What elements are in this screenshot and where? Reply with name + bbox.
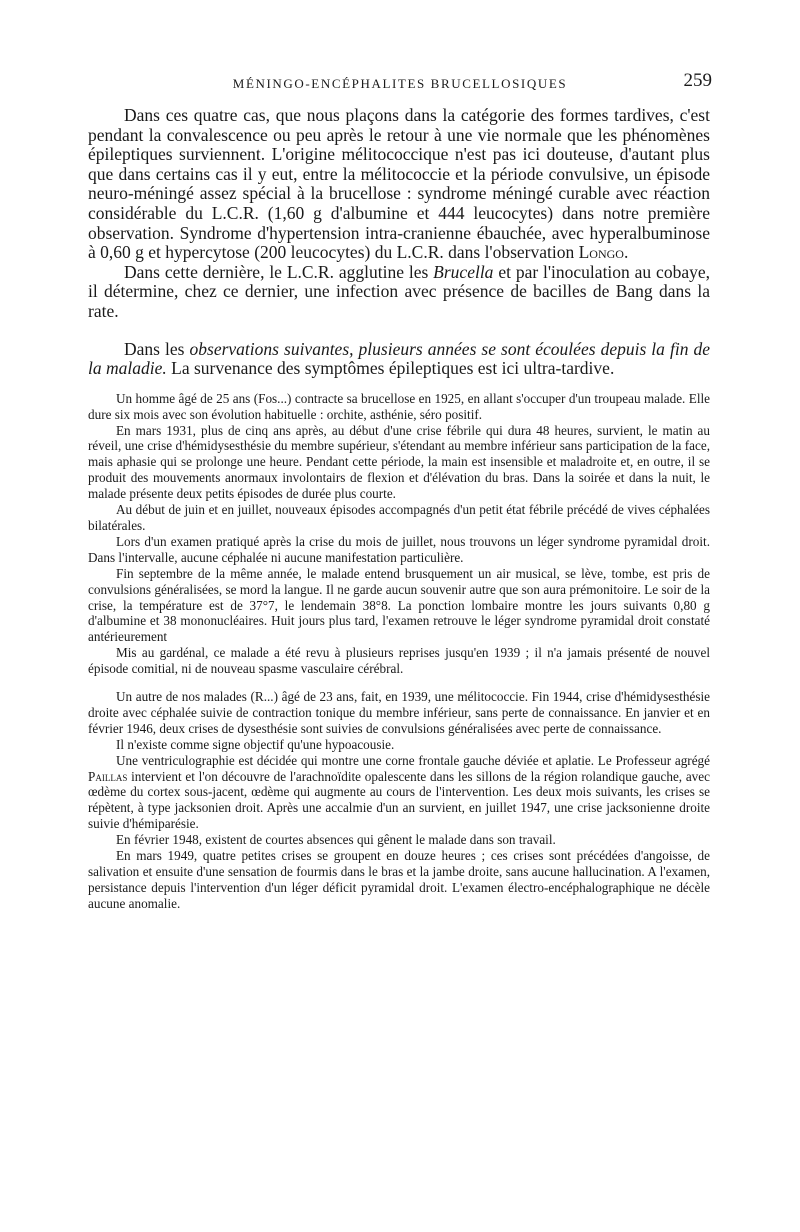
case2-paragraph-3 [88,753,710,833]
paragraph-forms-tardives [88,106,710,263]
case-report-1 [88,391,710,677]
paragraph-intro-observations [88,340,710,379]
case2-paragraph-4: En février 1948, existent de courtes absences qui gênent le malade dans son travail. [116,832,556,848]
spacer [88,322,710,340]
italic-brucella: Brucella [433,261,494,282]
case2-paragraph-5: En mars 1949, quatre petites crises se groupent en douze heures ; ces crises sont précédées d'angoisse, de salivation et ensuite d'une sensation de fourmis dans le bras et la jambe droite, sans aucune hallucination. A l'examen, persistance depuis l'intervention d'un léger déficit pyramidal droit. L'examen électro-encéphalographique ne décèle aucune anomalie. [88,848,710,911]
case1-paragraph-3: Au début de juin et en juillet, nouveaux épisodes accompagnés d'un petit état fébrile précédé de vives céphalées bilatérales. [88,502,710,533]
case1-paragraph-6: Mis au gardénal, ce malade a été revu à plusieurs reprises jusqu'en 1939 ; il n'a jamais présenté de nouvel épisode comitial, ni de nouveau spasme vasculaire cérébral. [88,645,710,677]
case1-paragraph-5: Fin septembre de la même année, le malade entend brusquement un air musical, se lève, tombe, est pris de convulsions généralisées, se mord la langue. Il ne garde aucun souvenir autre que son aura prémonitoire. Le soir de la crise, la température est de 37°7, le lendemain 38°8. La ponction lombaire montre les jours suivants 0,80 g d'albumine et 38 mononucléaires. Huit jours plus tard, l'examen retrouve le léger syndrome pyramidal droit constaté antérieurement [88,565,710,645]
case2-paragraph-1: Un autre de nos malades (R...) âgé de 23 ans, fait, en 1939, une mélitococcie. Fin 1944, crise d'hémidysesthésie droite avec céphalée suivie de contraction tonique du membre inférieur, sans perte de connaissance. En janvier et en février 1946, deux crises de dysesthésie sont suivies de convulsions généralisées avec perte de connaissance. [88,689,710,736]
text-run: . [623,242,629,263]
text-run: La survenance des symptômes épileptiques est ici ultra-tardive. [166,358,615,379]
text-run: intervient et l'on découvre de l'arachnoïdite opalescente dans les sillons de la région rolandique gauche, avec œdème du cortex sous-jacent, œdème qui augmente au cours de l'intervention. Les deux mois suivants, les crises se répètent, à type jacksonien droit. Après une accalmie d'un an survient, en juillet 1947, une crise jacksonienne droite suivie d'hémiparésie. [88,768,710,832]
case1-paragraph-4: Lors d'un examen pratiqué après la crise du mois de juillet, nous trouvons un léger syndrome pyramidal droit. Dans l'intervalle, aucune céphalée ni aucune manifestation particulière. [88,533,710,565]
author-name-paillas: Paillas [88,768,128,784]
text-run: Dans cette dernière, le L.C.R. agglutine les [124,261,434,282]
running-head [88,70,712,98]
author-name-longo: Longo [578,242,624,263]
case-report-2 [88,689,710,912]
spacer [88,677,710,689]
running-title: MÉNINGO-ENCÉPHALITES BRUCELLOSIQUES [232,76,568,91]
text-run: et par l'inoculation au cobaye, il détermine, chez ce dernier, une infection avec présence de bacilles de Bang dans la rate. [88,261,710,321]
case2-paragraph-2: Il n'existe comme signe objectif qu'une hypoacousie. [116,736,395,752]
paragraph-brucella [88,263,710,322]
case1-paragraph-1: Un homme âgé de 25 ans (Fos...) contracte sa brucellose en 1925, en allant s'occuper d'un troupeau malade. Elle dure six mois avec son évolution habituelle : orchite, asthénie, séro positif. [88,390,710,422]
italic-observations: observations suivantes, plusieurs années se sont écoulées depuis la fin de la maladie. [88,338,711,379]
text-run: Dans les [124,338,190,359]
page-number: 259 [683,70,712,91]
text-run: Une ventriculographie est décidée qui montre une corne frontale gauche déviée et aplatie. Le Professeur agrégé [116,752,710,768]
body-text [88,106,710,912]
case1-paragraph-2: En mars 1931, plus de cinq ans après, au début d'une crise fébrile qui dura 48 heures, survient, le matin au réveil, une crise d'hémidysesthésie du membre supérieur, s'étendant au membre inférieur sans participation de la face, mais aphasie qui se prolonge une heure. Pendant cette période, la main est insensible et maladroite et, en outre, il se produit des mouvements anormaux involontairs de flexion et d'élévation du bras. Dans la soirée et dans la nuit, le malade présente deux petits épisodes de durée plus courte. [88,422,710,502]
spacer [88,379,710,391]
section-discussion [88,106,710,379]
text-run: Dans ces quatre cas, que nous plaçons dans la catégorie des formes tardives, c'est pendant la convalescence ou peu après le retour à une vie normale que les phénomènes épileptiques surviennent. L'origine mélitococcique n'est pas ici douteuse, d'autant plus que dans certains cas il y eut, entre la mélitococcie et la période convulsive, un épisode neuro-méningé assez spécial à la brucellose : syndrome méningé curable avec réaction considérable du L.C.R. (1,60 g d'albumine et 444 leucocytes) dans notre première observation. Syndrome d'hypertension intra-cranienne ébauchée, avec hyperalbuminose à 0,60 g et hypercytose (200 leucocytes) du L.C.R. dans l'observation [88,105,710,263]
